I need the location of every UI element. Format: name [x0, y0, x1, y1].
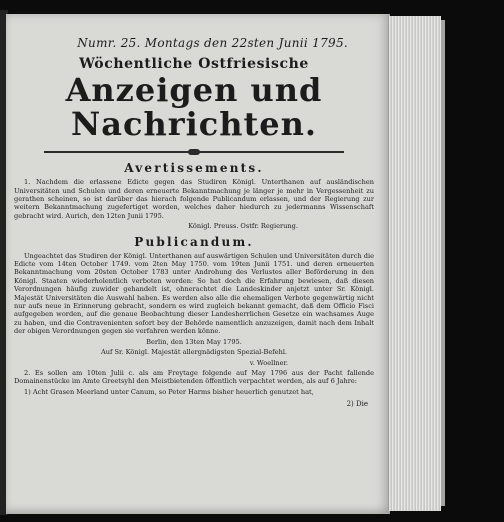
ornamental-rule [44, 149, 344, 155]
notice-2-item-1: 1) Acht Grasen Meerland unter Canum, so Peter Harms bisher heuerlich genutzet hat, [24, 387, 314, 396]
publicandum-command: Auf Sr. Königl. Majestät allergnädigsten Spezial-Befehl. [100, 348, 288, 357]
page-stack-edge [388, 16, 441, 511]
newspaper-subtitle: Wöchentliche Ostfriesische [79, 56, 309, 72]
government-signature: Königl. Preuss. Ostfr. Regierung. [188, 222, 298, 231]
issue-line: Numr. 25. Montags den 22sten Junii 1795. [77, 36, 348, 50]
publicandum-heading: Publicandum. [134, 234, 254, 249]
page-content [10, 36, 378, 408]
newspaper-title: Anzeigen und Nachrichten. [65, 71, 323, 143]
notice-2-paragraph: 2. Es sollen am 10ten Julii c. als am Freytage folgende auf May 1796 aus der Pacht fallende Domainenstücke im Amte Greetsyhl den Meistbietenden öffentlich verpachtet werden, als auf 6 Jahre: [14, 368, 374, 386]
publicandum-date: Berlin, den 13ten May 1795. [146, 337, 242, 346]
ornament-knot [188, 149, 200, 155]
publicandum-paragraph: Ungeachtet das Studiren der Königl. Unterthanen auf auswärtigen Schulen und Universitäten durch die Edicte vom 14ten October 1749. vom 2ten May 1750. vom 19ten Junii 1751. und deren erneuerten Bekanntmachung vom 20sten October 1783 unter Androhung des Verlustes aller Beförderung in den Königl. Staaten wiederholentlich verboten worden: So hat doch die Erfahrung bewiesen, daß diesen Verordnungen häufig zuwider gehandelt ist, ohnerachtet die Landeskinder anjetzt unter Sr. Königl. Majestät Universitäten die Auswahl haben. Es werden also alle die ehemaligen Verbote gegenwärtig nicht nur aufs neue in Erinnerung gebracht, sondern es wird zugleich bekannt gemacht, daß dem Officio Fisci aufgegeben worden, auf die genaue Beobachtung dieser Landesherrlichen Gesetze ein wachsames Auge zu haben, und die Contravenienten sofort bey der Behörde namentlich anzuzeigen, damit nach dem Inhalt der obigen Verordnungen gegen sie verfahren werden könne. [14, 251, 374, 336]
avertissements-heading: Avertissements. [124, 161, 264, 176]
catchword: 2) Die [346, 400, 368, 409]
avertissements-paragraph: 1. Nachdem die erlassene Edicte gegen das Studiren Königl. Unterthanen auf ausländischen Universitäten und Schulen und deren erneuerte Bekanntmachung je länger je mehr in Vergessenheit zu gerathen scheinen, so ist darüber das hierach folgende Publicandum erlassen, und der Regierung zur weitern Bekanntmachung zugefertiget worden, welches daher hiedurch zu jedermanns Wissenschaft gebracht wird. Aurich, den 12ten Junii 1795. [14, 178, 374, 220]
publicandum-signer: v. Woellner. [249, 358, 288, 367]
